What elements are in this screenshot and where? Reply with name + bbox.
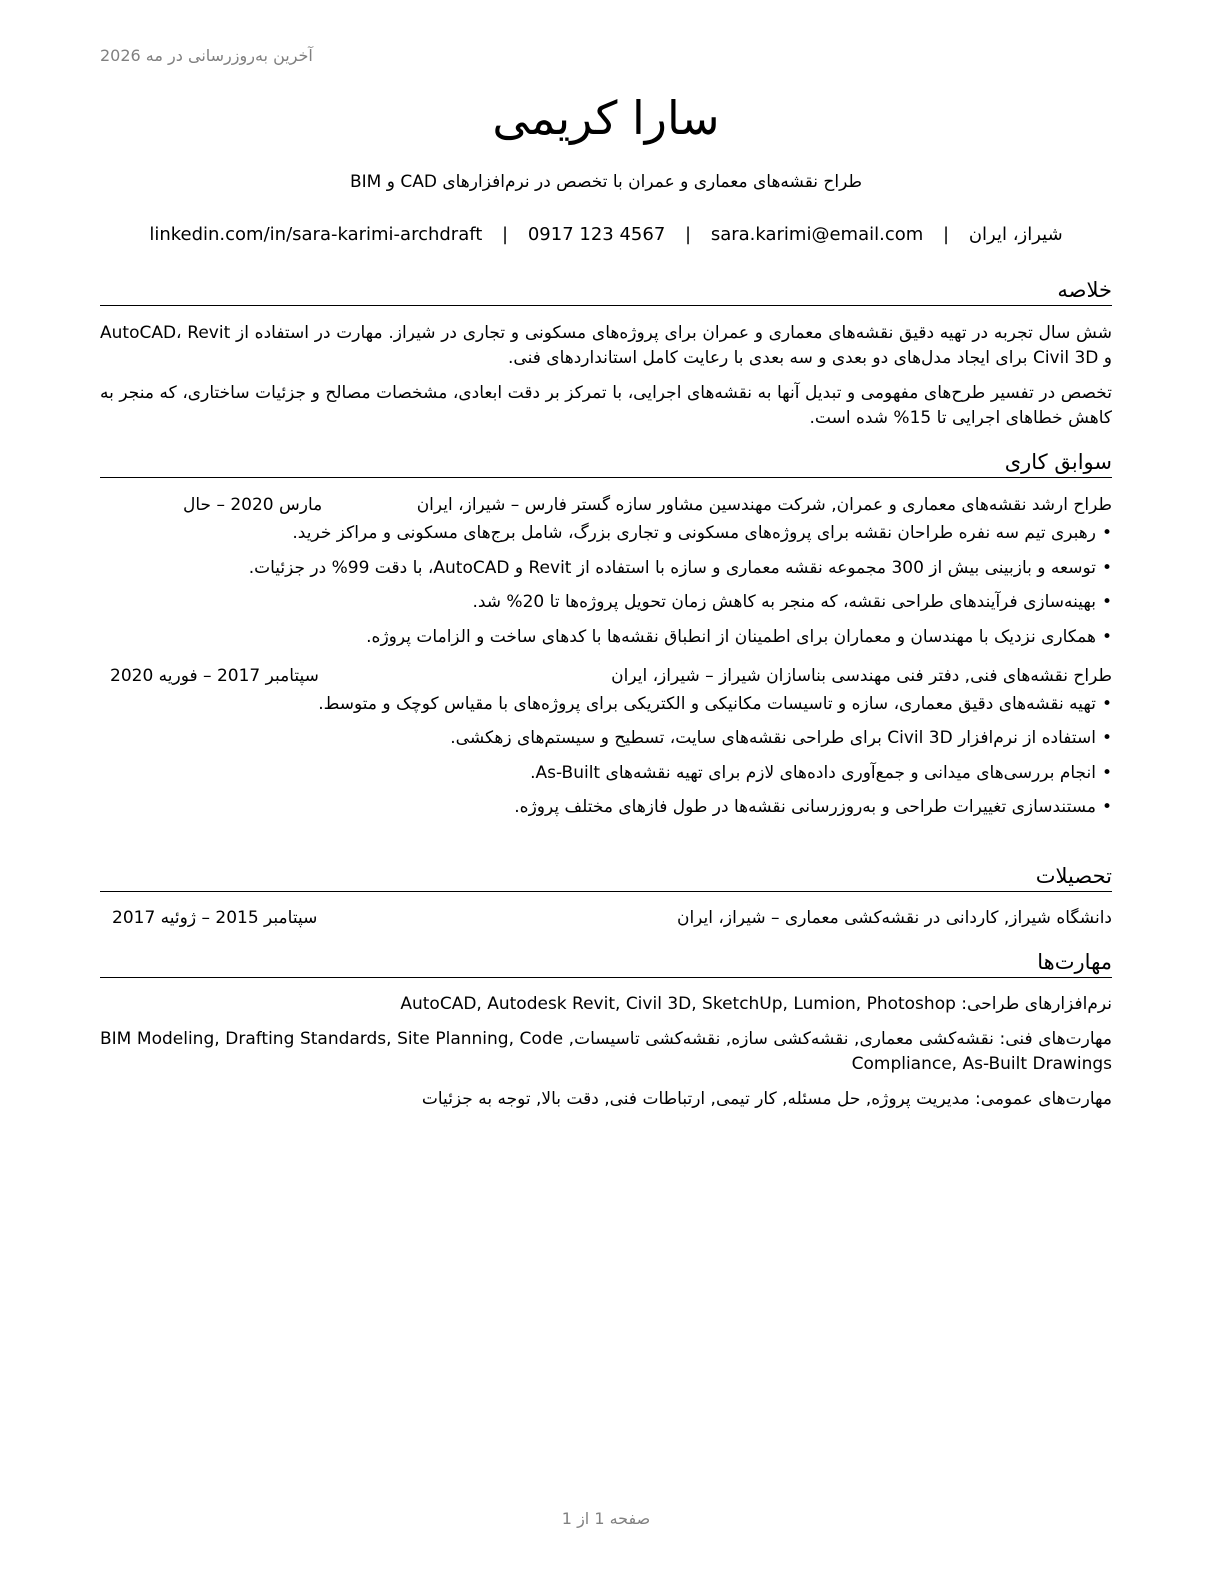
job-bullet-list — [100, 691, 1112, 821]
job-bullet: •استفاده از نرم‌افزار Civil 3D برای طراحی نقشه‌های سایت، تسطیح و سیستم‌های زهکشی. — [450, 728, 1112, 748]
job-entry — [100, 492, 1112, 650]
skills-line: مهارت‌های عمومی: مدیریت پروژه, حل مسئله, کار تیمی, ارتباطات فنی, دقت بالا, توجه به جزئیات — [421, 1089, 1112, 1109]
job-header — [100, 492, 1112, 518]
candidate-tagline: طراح نقشه‌های معماری و عمران با تخصص در نرم‌افزارهای CAD و BIM — [349, 172, 863, 192]
section-title-education: تحصیلات — [100, 862, 1112, 892]
job-bullet: •همکاری نزدیک با مهندسان و معماران برای اطمینان از انطباق نقشه‌ها با کدهای ساخت و الزامات پروژه. — [366, 626, 1112, 647]
job-bullet: •رهبری تیم سه نفره طراحان نقشه برای پروژه‌های مسکونی و تجاری بزرگ، شامل برج‌های مسکونی و مراکز خرید. — [292, 523, 1112, 543]
education-dates: سپتامبر 2015 – ژوئیه 2017 — [112, 908, 318, 928]
job-bullet: •تهیه نقشه‌های دقیق معماری، سازه و تاسیسات مکانیکی و الکتریکی برای پروژه‌های با مقیاس کوچک و متوسط. — [318, 693, 1112, 714]
section-title-skills: مهارت‌ها — [100, 948, 1112, 978]
resume-page — [100, 0, 1112, 1584]
contact-linkedin[interactable]: linkedin.com/in/sara-karimi-archdraft — [149, 224, 483, 245]
contact-separator: | — [943, 224, 950, 245]
bullet-icon: • — [1101, 797, 1112, 817]
section-title-summary: خلاصه — [100, 276, 1112, 306]
skills-line: نرم‌افزارهای طراحی: AutoCAD, Autodesk Revit, Civil 3D, SketchUp, Lumion, Photoshop — [400, 994, 1112, 1014]
experience-section — [100, 448, 1112, 829]
job-heading: طراح ارشد نقشه‌های معماری و عمران, شرکت مهندسین مشاور سازه گستر فارس – شیراز، ایران — [416, 495, 1112, 515]
summary-paragraph: شش سال تجربه در تهیه دقیق نقشه‌های معماری و عمران برای پروژه‌های مسکونی و تجاری در شیراز. مهارت در استفاده از AutoCAD، Revit و Civil 3D برای ایجاد مدل‌های دو بعدی و سه بعدی با رعایت کامل استانداردهای فنی. — [100, 323, 1112, 368]
job-bullet: •بهینه‌سازی فرآیندهای طراحی نقشه، که منجر به کاهش زمان تحویل پروژه‌ها تا 20% شد. — [472, 592, 1112, 612]
last-updated-note: آخرین به‌روزرسانی در مه 2026 — [100, 46, 313, 65]
contact-separator: | — [685, 224, 692, 245]
summary-paragraph: تخصص در تفسیر طرح‌های مفهومی و تبدیل آنها به نقشه‌های اجرایی، با تمرکز بر دقت ابعادی، مشخصات مصالح و جزئیات ساختاری، که منجر به کاهش خطاهای اجرایی تا 15% شده است. — [100, 383, 1112, 428]
job-dates: مارس 2020 – حال — [183, 495, 323, 515]
contact-email[interactable]: sara.karimi@email.com — [710, 224, 924, 245]
bullet-icon: • — [1101, 693, 1112, 714]
contact-separator: | — [502, 224, 509, 245]
contact-location: شیراز، ایران — [968, 224, 1063, 245]
job-entry — [100, 663, 1112, 821]
job-dates: سپتامبر 2017 – فوریه 2020 — [110, 665, 319, 686]
job-bullet: •مستندسازی تغییرات طراحی و به‌روزرسانی نقشه‌ها در طول فازهای مختلف پروژه. — [514, 797, 1112, 817]
education-section — [100, 862, 1112, 931]
job-bullet: •انجام بررسی‌های میدانی و جمع‌آوری داده‌های لازم برای تهیه نقشه‌های As-Built. — [530, 762, 1112, 783]
job-bullet: •توسعه و بازبینی بیش از 300 مجموعه نقشه معماری و سازه با استفاده از Revit و AutoCAD، با دقت 99% در جزئیات. — [248, 557, 1112, 578]
candidate-name: سارا کریمی — [492, 91, 720, 145]
bullet-icon: • — [1101, 626, 1112, 647]
education-heading: دانشگاه شیراز, کاردانی در نقشه‌کشی معماری – شیراز، ایران — [676, 908, 1112, 928]
page-number: صفحه 1 از 1 — [561, 1509, 651, 1528]
skills-section — [100, 948, 1112, 1112]
bullet-icon: • — [1101, 762, 1112, 783]
bullet-icon: • — [1101, 523, 1112, 543]
job-heading: طراح نقشه‌های فنی, دفتر فنی مهندسی بناسازان شیراز – شیراز، ایران — [611, 665, 1112, 686]
section-title-experience: سوابق کاری — [100, 448, 1112, 478]
bullet-icon: • — [1101, 728, 1112, 748]
job-header — [100, 663, 1112, 689]
bullet-icon: • — [1101, 592, 1112, 612]
summary-section — [100, 276, 1112, 431]
education-entry — [100, 905, 1112, 931]
job-bullet-list — [100, 520, 1112, 650]
skills-line: مهارت‌های فنی: نقشه‌کشی معماری, نقشه‌کشی سازه, نقشه‌کشی تاسیسات, BIM Modeling, Drafting Standards, Site Planning, Code Compliance, As-Built Drawings — [100, 1029, 1112, 1074]
contact-phone[interactable]: 0917 123 4567 — [527, 224, 666, 245]
bullet-icon: • — [1101, 557, 1112, 578]
contact-line — [100, 222, 1112, 248]
